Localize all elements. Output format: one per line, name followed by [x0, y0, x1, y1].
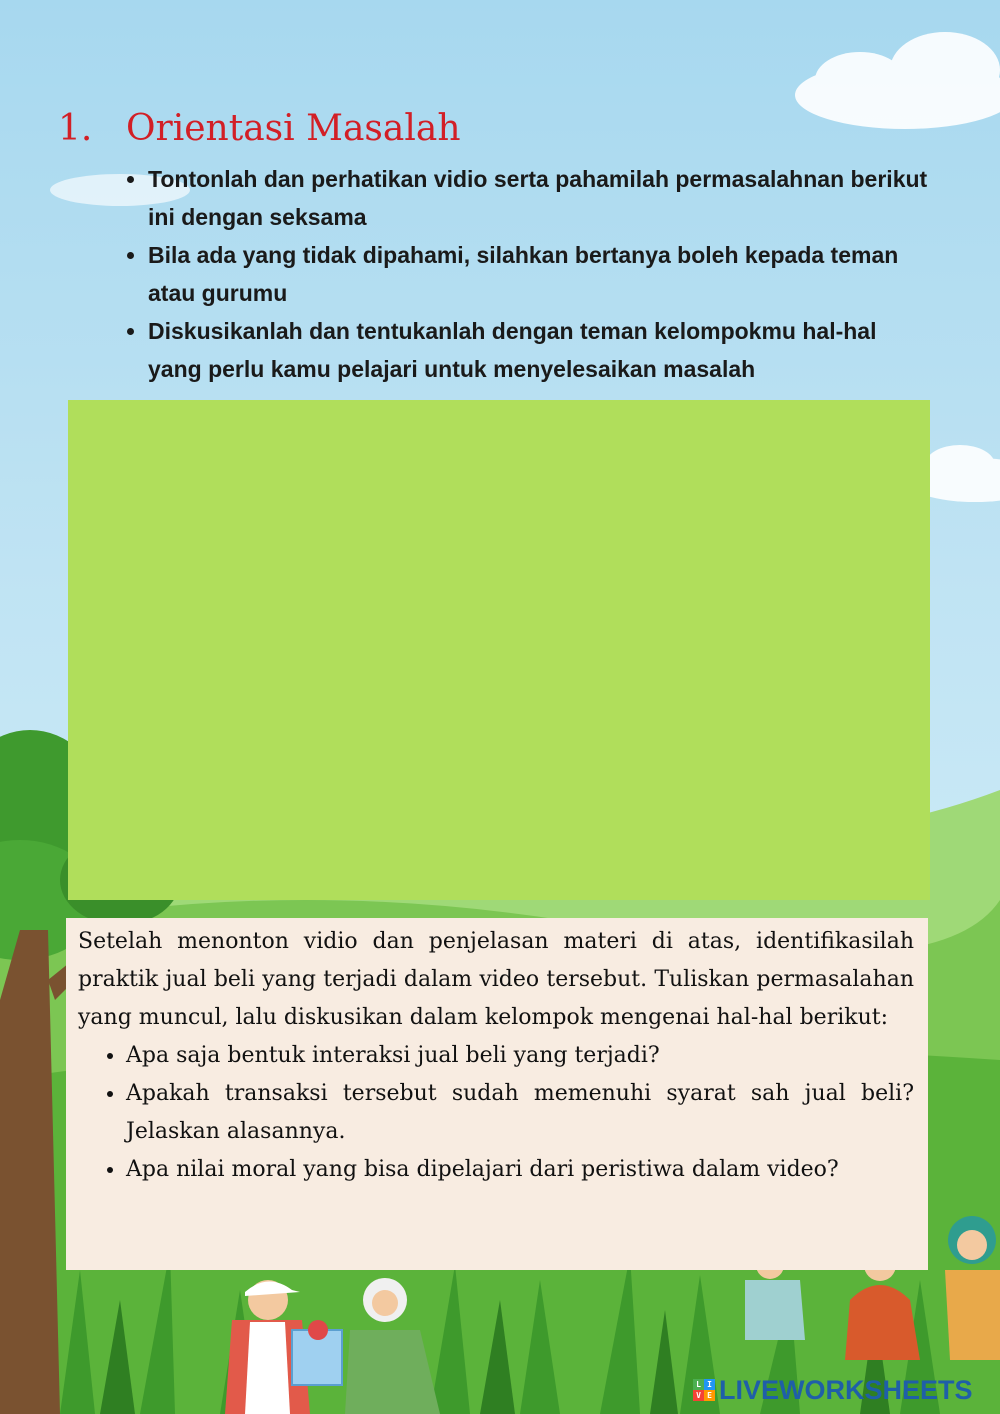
- brand-name: LIVEWORKSHEETS: [719, 1374, 973, 1405]
- section-number: 1.: [58, 108, 93, 149]
- question-item: • Apakah transaksi tersebut sudah memenuhi syarat sah jual beli? Jelaskan alasannya.: [126, 1075, 914, 1151]
- section-title: Orientasi Masalah: [126, 108, 461, 149]
- instruction-item: • Bila ada yang tidak dipahami, silahkan bertanya boleh kepada teman atau gurumu: [148, 236, 928, 312]
- liveworksheets-logo-icon: L I V E: [693, 1379, 715, 1401]
- liveworksheets-brand: [693, 1373, 973, 1407]
- instruction-item: • Tontonlah dan perhatikan vidio serta pahamilah permasalahnan berikut ini dengan seksama: [148, 160, 928, 236]
- question-list: [78, 1037, 914, 1189]
- instruction-item: • Diskusikanlah dan tentukanlah dengan teman kelompokmu hal-hal yang perlu kamu pelajari untuk menyelesaikan masalah: [148, 312, 928, 388]
- task-panel: [66, 918, 928, 1270]
- section-heading: [58, 108, 461, 149]
- instruction-list: [118, 160, 928, 388]
- question-item: • Apa saja bentuk interaksi jual beli yang terjadi?: [126, 1037, 914, 1075]
- task-intro: Setelah menonton vidio dan penjelasan materi di atas, identifikasilah praktik jual beli yang terjadi dalam video tersebut. Tuliskan permasalahan yang muncul, lalu diskusikan dalam kelompok mengenai hal-hal berikut:: [78, 929, 914, 1030]
- question-item: • Apa nilai moral yang bisa dipelajari dari peristiwa dalam video?: [126, 1151, 914, 1189]
- video-placeholder[interactable]: [68, 400, 930, 900]
